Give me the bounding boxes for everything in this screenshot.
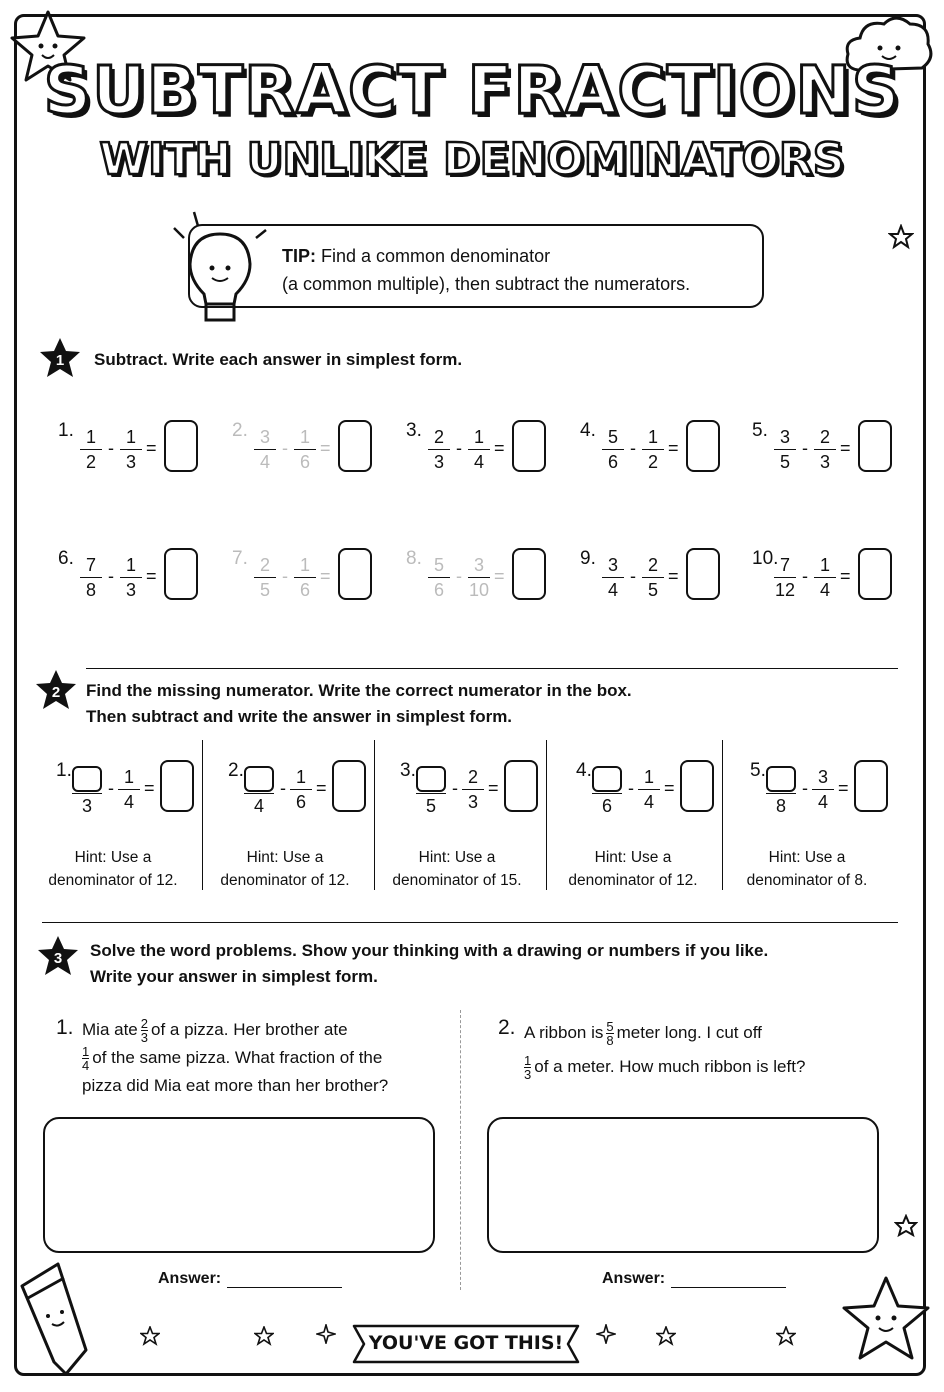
hint-text <box>200 846 370 892</box>
footer-banner-text: YOU'VE GOT THIS! <box>368 1332 564 1354</box>
fraction-denominator: 5 <box>259 580 270 600</box>
fraction-numerator: 1 <box>295 767 306 787</box>
fraction <box>814 426 836 473</box>
fraction: $\frac{2}{3}$ <box>140 1016 148 1046</box>
column-divider <box>722 740 723 890</box>
fraction-denominator: 4 <box>819 580 830 600</box>
fraction <box>80 554 102 601</box>
fraction <box>812 766 834 813</box>
answer-input-2[interactable] <box>671 1273 786 1288</box>
star-icon <box>656 1326 676 1346</box>
fraction-denominator: 4 <box>643 792 654 812</box>
minus-sign: - <box>802 438 808 458</box>
hint-text <box>28 846 198 892</box>
problem-number: 7. <box>232 548 248 569</box>
fraction-bar <box>812 789 834 790</box>
fraction <box>602 554 624 601</box>
fraction-bar <box>80 449 102 450</box>
fraction-bar <box>294 449 316 450</box>
fraction-bar <box>244 793 274 794</box>
fraction-numerator: 2 <box>259 555 270 575</box>
fraction-denominator: 6 <box>607 452 618 472</box>
fraction-bar <box>814 577 836 578</box>
fraction-bar <box>642 577 664 578</box>
fraction <box>120 554 142 601</box>
equals-sign: = <box>320 566 331 586</box>
section-1-title: Subtract. Write each answer in simplest form. <box>94 350 463 369</box>
problem-number: 9. <box>580 548 596 569</box>
fraction-denominator: 4 <box>259 452 270 472</box>
fraction <box>462 766 484 813</box>
fraction-numerator: 2 <box>433 427 444 447</box>
fraction-numerator: 1 <box>647 427 658 447</box>
fraction <box>416 766 446 817</box>
section-2-title-line2: Then subtract and write the answer in simplest form. <box>86 707 513 726</box>
fraction-denominator: 8 <box>775 796 786 816</box>
subtraction-problem <box>406 548 556 618</box>
minus-sign: - <box>628 778 634 798</box>
fraction <box>638 766 660 813</box>
fraction <box>468 426 490 473</box>
fraction-bar <box>254 577 276 578</box>
answer-box[interactable] <box>680 760 714 812</box>
star-icon <box>838 1272 934 1364</box>
subtraction-problem <box>580 420 730 490</box>
hint-line1: Hint: Use a <box>768 849 846 866</box>
fraction-numerator: 2 <box>819 427 830 447</box>
section-3-title-line1: Solve the word problems. Show your thinking with a drawing or numbers if you like. <box>90 941 769 960</box>
minus-sign: - <box>456 438 462 458</box>
column-divider <box>374 740 375 890</box>
fraction-denominator: 6 <box>299 580 310 600</box>
section-1-badge <box>38 336 82 380</box>
fraction-denominator: 3 <box>125 452 136 472</box>
svg-text:2: 2 <box>51 684 61 701</box>
fraction-bar <box>774 449 796 450</box>
minus-sign: - <box>452 778 458 798</box>
fraction <box>254 426 276 473</box>
fraction-numerator: 1 <box>299 555 310 575</box>
answer-box[interactable] <box>338 420 372 472</box>
equals-sign: = <box>316 778 327 798</box>
fraction-bar <box>118 789 140 790</box>
fraction-bar <box>814 449 836 450</box>
problem-number: 2. <box>228 760 244 781</box>
fraction-bar <box>416 793 446 794</box>
problem-number: 2. <box>232 420 248 441</box>
divider <box>86 668 898 669</box>
fraction-bar <box>774 577 796 578</box>
numerator-input-box[interactable] <box>244 766 274 792</box>
fraction-denominator: 8 <box>85 580 96 600</box>
subtraction-problem <box>752 420 902 490</box>
missing-numerator-problem <box>576 760 726 830</box>
problem-number: 8. <box>406 548 422 569</box>
fraction <box>72 766 102 817</box>
problem-number: 5. <box>750 760 766 781</box>
fraction-bar <box>290 789 312 790</box>
fraction-denominator: 3 <box>433 452 444 472</box>
sparkle-icon <box>316 1324 336 1344</box>
star-icon <box>140 1326 160 1346</box>
fraction-numerator: 2 <box>647 555 658 575</box>
fraction-bar <box>638 789 660 790</box>
hint-line1: Hint: Use a <box>594 849 672 866</box>
fraction <box>428 554 450 601</box>
missing-numerator-problem <box>400 760 550 830</box>
fraction-bar <box>592 793 622 794</box>
fraction-bar <box>602 449 624 450</box>
fraction-bar <box>602 577 624 578</box>
fraction-numerator: 7 <box>85 555 96 575</box>
fraction-numerator: 1 <box>819 555 830 575</box>
problem-number: 1. <box>58 420 74 441</box>
fraction-numerator: 1 <box>85 427 96 447</box>
hint-line2: denominator of 12. <box>48 872 178 889</box>
fraction-numerator: 1 <box>123 767 134 787</box>
problem-number: 1. <box>56 760 72 781</box>
answer-box[interactable] <box>504 760 538 812</box>
numerator-input-box[interactable] <box>72 766 102 792</box>
minus-sign: - <box>282 566 288 586</box>
svg-text:1: 1 <box>55 352 65 369</box>
fraction-numerator: 3 <box>817 767 828 787</box>
fraction <box>468 554 490 601</box>
answer-box[interactable] <box>854 760 888 812</box>
equals-sign: = <box>494 438 505 458</box>
minus-sign: - <box>282 438 288 458</box>
column-divider <box>202 740 203 890</box>
star-icon <box>888 224 914 250</box>
fraction <box>766 766 796 817</box>
section-2-title <box>86 678 632 730</box>
fraction <box>294 554 316 601</box>
problem-number: 6. <box>58 548 74 569</box>
minus-sign: - <box>630 566 636 586</box>
answer-box[interactable] <box>512 548 546 600</box>
section-3-title <box>90 938 768 990</box>
equals-sign: = <box>146 566 157 586</box>
equals-sign: = <box>146 438 157 458</box>
fraction <box>592 766 622 817</box>
fraction <box>774 426 796 473</box>
word-problem-divider <box>460 1010 461 1290</box>
problem-number: 3. <box>406 420 422 441</box>
numerator-input-box[interactable] <box>416 766 446 792</box>
problem-number: 3. <box>400 760 416 781</box>
hint-line1: Hint: Use a <box>418 849 496 866</box>
numerator-input-box[interactable] <box>592 766 622 792</box>
hint-line1: Hint: Use a <box>74 849 152 866</box>
divider <box>42 922 898 923</box>
hint-line2: denominator of 12. <box>220 872 350 889</box>
fraction-denominator: 4 <box>123 792 134 812</box>
work-area-1[interactable] <box>43 1117 435 1253</box>
section-3-badge <box>36 934 80 978</box>
fraction-numerator: 1 <box>643 767 654 787</box>
minus-sign: - <box>802 778 808 798</box>
fraction <box>294 426 316 473</box>
problem-number: 10. <box>752 548 779 569</box>
answer-box[interactable] <box>858 548 892 600</box>
equals-sign: = <box>320 438 331 458</box>
hint-line2: denominator of 15. <box>392 872 522 889</box>
hint-text <box>722 846 892 892</box>
fraction-numerator: 1 <box>125 555 136 575</box>
section-3-title-line2: Write your answer in simplest form. <box>90 967 378 986</box>
hint-text <box>372 846 542 892</box>
fraction-numerator: 1 <box>125 427 136 447</box>
fraction-denominator: 5 <box>647 580 658 600</box>
fraction-numerator: 3 <box>779 427 790 447</box>
tip-label: TIP: <box>282 246 316 266</box>
missing-numerator-problem <box>750 760 900 830</box>
fraction-denominator: 12 <box>774 580 796 600</box>
section-2-title-line1: Find the missing numerator. Write the correct numerator in the box. <box>86 681 632 700</box>
fraction-denominator: 10 <box>468 580 490 600</box>
word-problem-2-number: 2. <box>498 1016 516 1039</box>
fraction-bar <box>120 577 142 578</box>
fraction <box>120 426 142 473</box>
fraction-numerator: 3 <box>607 555 618 575</box>
hint-line2: denominator of 8. <box>746 872 868 889</box>
fraction-bar <box>468 449 490 450</box>
subtraction-problem <box>580 548 730 618</box>
equals-sign: = <box>488 778 499 798</box>
fraction-bar <box>120 449 142 450</box>
section-2-badge <box>34 668 78 712</box>
fraction-bar <box>428 577 450 578</box>
fraction-denominator: 3 <box>81 796 92 816</box>
answer-box[interactable] <box>164 548 198 600</box>
tip-text <box>282 242 690 298</box>
fraction <box>814 554 836 601</box>
fraction-denominator: 6 <box>295 792 306 812</box>
word-problem-2-text: A ribbon is $\frac{5}{8}$ meter long. I cut off $\frac{1}{3}$ of a meter. How much ribbon is left? <box>524 1019 806 1083</box>
fraction-denominator: 5 <box>779 452 790 472</box>
fraction: $\frac{1}{4}$ <box>82 1044 90 1074</box>
subtraction-problem <box>58 548 208 618</box>
fraction-numerator: 1 <box>473 427 484 447</box>
star-icon <box>894 1214 918 1238</box>
fraction-numerator: 5 <box>607 427 618 447</box>
answer-box[interactable] <box>686 420 720 472</box>
hint-line1: Hint: Use a <box>246 849 324 866</box>
tip-line2: (a common multiple), then subtract the numerators. <box>282 274 691 294</box>
fraction <box>602 426 624 473</box>
equals-sign: = <box>668 566 679 586</box>
fraction-denominator: 4 <box>817 792 828 812</box>
star-icon <box>776 1326 796 1346</box>
numerator-input-box[interactable] <box>766 766 796 792</box>
fraction <box>774 554 796 601</box>
hint-text <box>548 846 718 892</box>
fraction-denominator: 4 <box>607 580 618 600</box>
answer-box[interactable] <box>160 760 194 812</box>
fraction-denominator: 2 <box>85 452 96 472</box>
fraction-bar <box>766 793 796 794</box>
answer-box[interactable] <box>686 548 720 600</box>
problem-number: 5. <box>752 420 768 441</box>
minus-sign: - <box>802 566 808 586</box>
fraction: $\frac{1}{3}$ <box>524 1053 532 1083</box>
equals-sign: = <box>838 778 849 798</box>
answer-box[interactable] <box>858 420 892 472</box>
svg-text:3: 3 <box>53 950 63 967</box>
fraction-numerator: 3 <box>259 427 270 447</box>
problem-number: 4. <box>580 420 596 441</box>
star-icon <box>254 1326 274 1346</box>
fraction <box>642 426 664 473</box>
equals-sign: = <box>840 566 851 586</box>
minus-sign: - <box>456 566 462 586</box>
fraction <box>642 554 664 601</box>
answer-box[interactable] <box>512 420 546 472</box>
fraction <box>290 766 312 813</box>
subtraction-problem <box>232 420 382 490</box>
fraction-numerator: 7 <box>779 555 790 575</box>
answer-line-2: Answer: <box>602 1270 786 1288</box>
fraction-bar <box>462 789 484 790</box>
answer-box[interactable] <box>338 548 372 600</box>
fraction-denominator: 4 <box>473 452 484 472</box>
pencil-icon <box>14 1258 94 1378</box>
work-area-2[interactable] <box>487 1117 879 1253</box>
missing-numerator-problem <box>56 760 206 830</box>
fraction-denominator: 6 <box>601 796 612 816</box>
fraction <box>428 426 450 473</box>
fraction-bar <box>294 577 316 578</box>
fraction-denominator: 2 <box>647 452 658 472</box>
fraction-numerator: 3 <box>473 555 484 575</box>
fraction-bar <box>80 577 102 578</box>
fraction <box>254 554 276 601</box>
hint-line2: denominator of 12. <box>568 872 698 889</box>
fraction-denominator: 6 <box>433 580 444 600</box>
equals-sign: = <box>664 778 675 798</box>
fraction-denominator: 3 <box>819 452 830 472</box>
fraction <box>244 766 274 817</box>
answer-box[interactable] <box>164 420 198 472</box>
word-problem-1-text: Mia ate $\frac{2}{3}$ of a pizza. Her brother ate $\frac{1}{4}$ of the same pizza. What fraction of the pizza did Mia eat more than her brother? <box>82 1016 389 1096</box>
minus-sign: - <box>108 778 114 798</box>
fraction-bar <box>428 449 450 450</box>
fraction-denominator: 5 <box>425 796 436 816</box>
subtraction-problem <box>58 420 208 490</box>
fraction-numerator: 2 <box>467 767 478 787</box>
fraction-numerator: 5 <box>433 555 444 575</box>
answer-box[interactable] <box>332 760 366 812</box>
minus-sign: - <box>108 438 114 458</box>
fraction-denominator: 4 <box>253 796 264 816</box>
minus-sign: - <box>630 438 636 458</box>
equals-sign: = <box>144 778 155 798</box>
fraction: $\frac{5}{8}$ <box>606 1019 614 1049</box>
problem-number: 4. <box>576 760 592 781</box>
fraction-bar <box>642 449 664 450</box>
fraction-bar <box>254 449 276 450</box>
minus-sign: - <box>108 566 114 586</box>
fraction-numerator: 1 <box>299 427 310 447</box>
fraction <box>118 766 140 813</box>
page-subtitle: WITH UNLIKE DENOMINATORS <box>99 134 845 185</box>
minus-sign: - <box>280 778 286 798</box>
fraction-denominator: 3 <box>125 580 136 600</box>
fraction-denominator: 3 <box>467 792 478 812</box>
fraction <box>80 426 102 473</box>
subtraction-problem <box>406 420 556 490</box>
fraction-bar <box>72 793 102 794</box>
page-title: SUBTRACT FRACTIONS <box>43 52 901 129</box>
fraction-bar <box>468 577 490 578</box>
sparkle-icon <box>596 1324 616 1344</box>
equals-sign: = <box>840 438 851 458</box>
equals-sign: = <box>494 566 505 586</box>
column-divider <box>546 740 547 890</box>
answer-line-1: Answer: <box>158 1270 342 1288</box>
equals-sign: = <box>668 438 679 458</box>
tip-line1: Find a common denominator <box>321 246 551 266</box>
word-problem-1-number: 1. <box>56 1016 74 1039</box>
subtraction-problem <box>232 548 382 618</box>
subtraction-problem <box>752 548 902 618</box>
fraction-denominator: 6 <box>299 452 310 472</box>
answer-input-1[interactable] <box>227 1273 342 1288</box>
missing-numerator-problem <box>228 760 378 830</box>
